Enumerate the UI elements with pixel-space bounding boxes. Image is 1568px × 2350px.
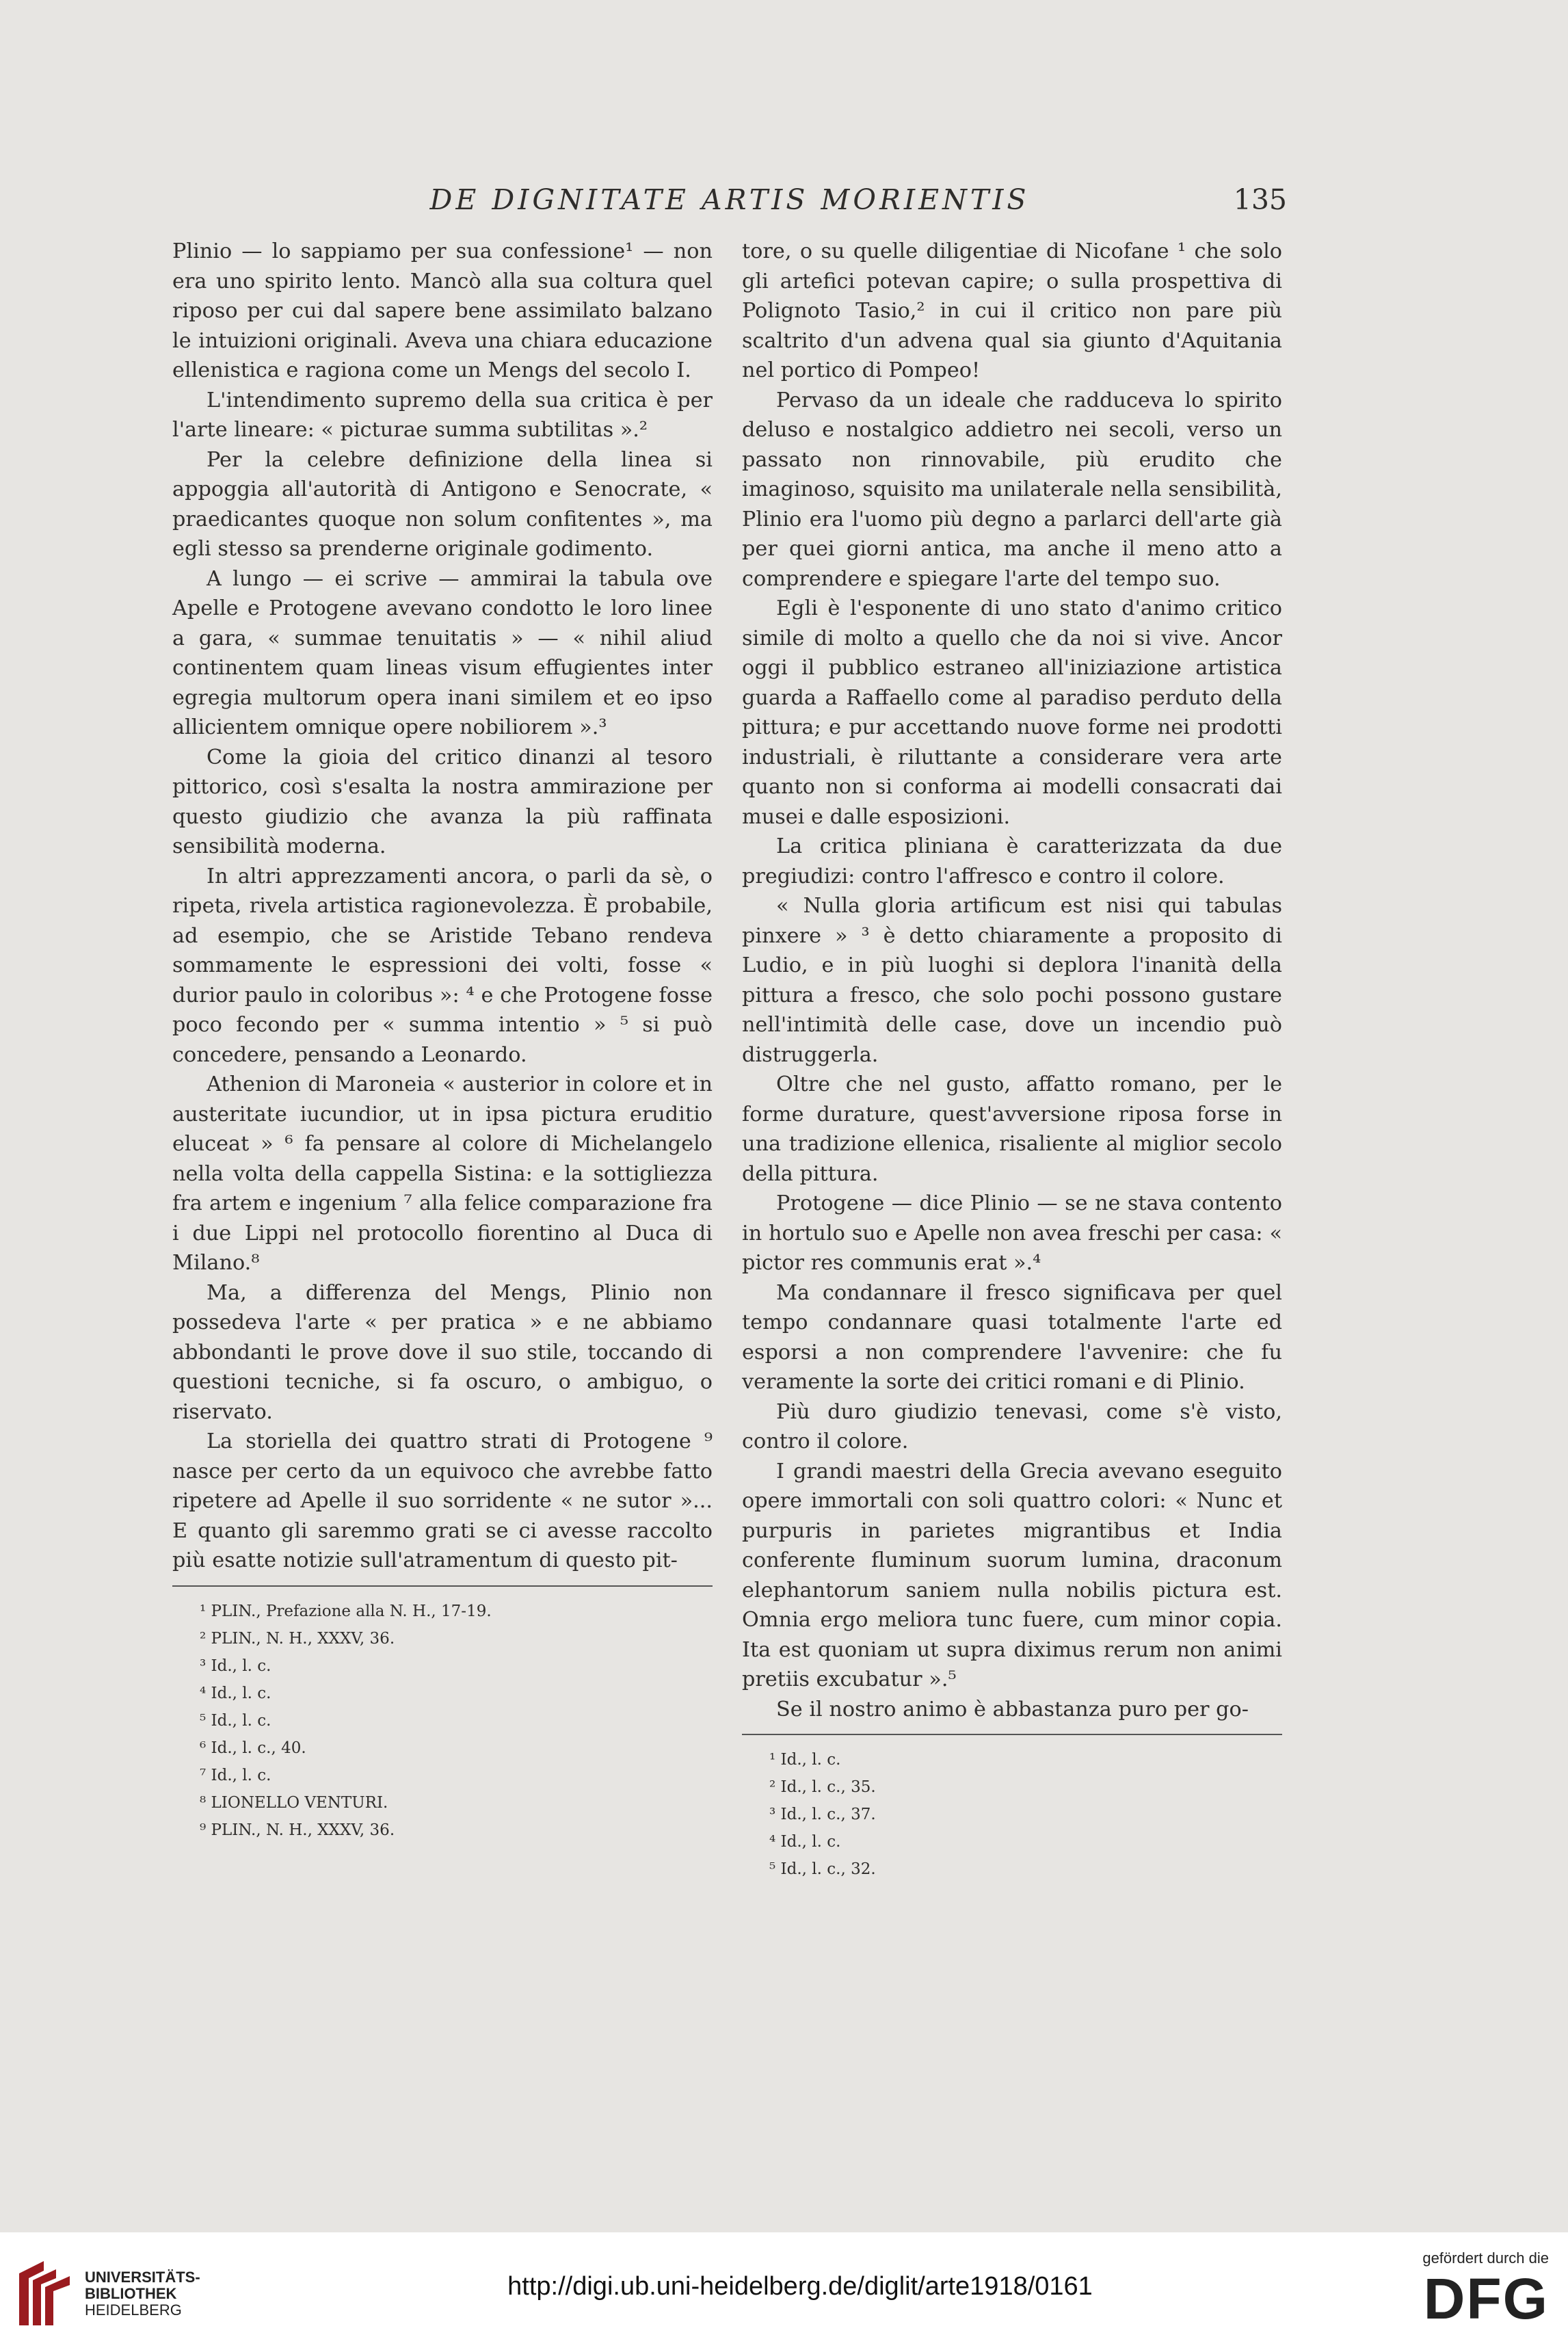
footnote: ⁵ Id., l. c.: [200, 1711, 271, 1730]
paragraph: Protogene — dice Plinio — se ne stava contento in hortulo suo e Apelle non avea freschi per casa: « pictor res communis erat ».⁴: [742, 1191, 1282, 1275]
library-name: [85, 2269, 200, 2319]
paragraph: Ma condannare il fresco significava per quel tempo condannare quasi totalmente l'arte ed esporsi a non comprendere l'avvenire: che fu veramente la sorte dei critici romani e di Plinio.: [742, 1280, 1282, 1394]
right-column: [742, 237, 1282, 1883]
paragraph: La storiella dei quattro strati di Protogene ⁹ nasce per certo da un equivoco che avrebbe fatto ripetere ad Apelle il suo sorridente « ne sutor »... E quanto gli saremmo grati se ci avesse raccolto più esatte notizie sull'atramentum di questo pit-: [172, 1429, 713, 1572]
paragraph: « Nulla gloria artificum est nisi qui tabulas pinxere » ³ è detto chiaramente a proposito di Ludio, e in più luoghi si deplora l'inanità della pittura a fresco, che solo pochi possono gustare nell'intimità delle case, dove un incendio può distruggerla.: [742, 894, 1282, 1067]
paragraph: Se il nostro animo è abbastanza puro per go-: [776, 1697, 1249, 1721]
footnotes-right: [742, 1746, 1282, 1883]
running-title: DE DIGNITATE ARTIS MORIENTIS: [429, 183, 1030, 216]
paragraph: Oltre che nel gusto, affatto romano, per le forme durature, quest'avversione riposa forse in una tradizione ellenica, risaliente al miglior secolo della pittura.: [742, 1072, 1282, 1186]
paragraph: A lungo — ei scrive — ammirai la tabula ove Apelle e Protogene avevano condotto le loro linee a gara, « summae tenuitatis » — « nihil aliud continentem quam lineas visum effugientes inter egregia multorum opera inani similem et eo ipso allicientem omnique opere nobiliorem ».³: [172, 566, 713, 739]
paragraph: Ma, a differenza del Mengs, Plinio non possedeva l'arte « per pratica » e ne abbiamo abbondanti le prove dove il suo stile, toccando di questioni tecniche, si fa oscuro, o ambiguo, o riservato.: [172, 1280, 713, 1424]
footnote: ⁴ Id., l. c.: [200, 1684, 271, 1702]
paragraph: Per la celebre definizione della linea si appoggia all'autorità di Antigono e Senocrate, « praedicantes quoque non solum confitentes », ma egli stesso sa prenderne originale godimento.: [172, 447, 713, 561]
footnotes-left: [172, 1598, 713, 1844]
library-line: UNIVERSITÄTS-: [85, 2269, 200, 2286]
library-line: HEIDELBERG: [85, 2301, 182, 2319]
paragraph: I grandi maestri della Grecia avevano eseguito opere immortali con soli quattro colori: « Nunc et purpuris in parietes migrantibus et India conferente fluminum suorum lumina, draconum elephantorum saniem nulla nobilis pictura est. Omnia ergo meliora tunc fuere, cum minor copia. Ita est quoniam ut supra diximus rerum non animi pretiis excubatur ».⁵: [742, 1459, 1282, 1691]
footnote-rule: [742, 1734, 1282, 1735]
page-number: 135: [1233, 183, 1287, 216]
paragraph: Come la gioia del critico dinanzi al tesoro pittorico, così s'esalta la nostra ammirazione per questo giudizio che avanza la più raffinata sensibilità moderna.: [172, 745, 713, 858]
footnote: ⁵ Id., l. c., 32.: [769, 1860, 876, 1878]
paragraph: Egli è l'esponente di uno stato d'animo critico simile di molto a quello che da noi si vive. Ancor oggi il pubblico estraneo all'iniziazione artistica guarda a Raffaello come al paradiso perduto della pittura; e pur accettando nuove forme nei prodotti industriali, è riluttante a considerare vera arte quanto non si conforma ai modelli consacrati dai musei e dalle esposizioni.: [742, 596, 1282, 829]
paragraph: La critica pliniana è caratterizzata da due pregiudizi: contro l'affresco e contro il colore.: [742, 834, 1282, 888]
paragraph: In altri apprezzamenti ancora, o parli da sè, o ripeta, rivela artistica ragionevolezza. È probabile, ad esempio, che se Aristide Tebano rendeva sommamente le espressioni dei volti, fosse « durior paulo in coloribus »: ⁴ e che Protogene fosse poco fecondo per « summa intentio » ⁵ si può concedere, pensando a Leonardo.: [172, 864, 713, 1067]
paragraph: tore, o su quelle diligentiae di Nicofane ¹ che solo gli artefici potevan capire; o sulla prospettiva di Polignoto Tasio,² in cui il critico non pare più scaltrito d'un advena qual sia giunto d'Aquitania nel portico di Pompeo!: [742, 239, 1282, 382]
footnote: ² PLIN., N. H., XXXV, 36.: [200, 1629, 395, 1648]
source-url-link[interactable]: http://digi.ub.uni-heidelberg.de/diglit/arte1918/0161: [507, 2272, 1093, 2301]
footnote: ⁷ Id., l. c.: [200, 1766, 271, 1784]
library-line: BIBLIOTHEK: [85, 2285, 177, 2302]
left-column: [172, 237, 713, 1844]
footnote: ³ Id., l. c., 37.: [769, 1806, 876, 1823]
footnote-rule: [172, 1585, 713, 1587]
footnote: ⁶ Id., l. c., 40.: [200, 1739, 306, 1757]
footnote: ⁸ LIONELLO VENTURI.: [200, 1793, 388, 1812]
paragraph: Pervaso da un ideale che radduceva lo spirito deluso e nostalgico addietro nei secoli, verso un passato non rinnovabile, più erudito che imaginoso, squisito ma unilaterale nella sensibilità, Plinio era l'uomo più degno a parlarci dell'arte già per quei giorni antica, ma anche il meno atto a comprendere e spiegare l'arte del tempo suo.: [742, 388, 1282, 591]
sponsor-logo: [1398, 2249, 1549, 2338]
footnote: ¹ Id., l. c.: [769, 1751, 841, 1769]
library-logo: [16, 2260, 235, 2328]
footnote: ⁹ PLIN., N. H., XXXV, 36.: [200, 1821, 395, 1839]
paragraph: Più duro giudizio tenevasi, come s'è visto, contro il colore.: [742, 1399, 1282, 1453]
viewer-footer: [0, 2232, 1568, 2350]
footnote: ³ Id., l. c.: [200, 1656, 271, 1675]
paragraph: L'intendimento supremo della sua critica è per l'arte lineare: « picturae summa subtilitas ».²: [172, 388, 713, 442]
footnote: ⁴ Id., l. c.: [769, 1833, 841, 1851]
page-header: [172, 179, 1287, 220]
dfg-logo: DFG: [1423, 2267, 1549, 2331]
paragraph: Plinio — lo sappiamo per sua confessione¹ — non era uno spirito lento. Mancò alla sua coltura quel riposo per cui dal sapere bene assimilato balzano le intuizioni originali. Aveva una chiara educazione ellenistica e ragiona come un Mengs del secolo I.: [172, 239, 713, 382]
footnote: ² Id., l. c., 35.: [769, 1778, 876, 1796]
library-logo-icon: [16, 2260, 74, 2328]
footnote: ¹ PLIN., Prefazione alla N. H., 17-19.: [200, 1602, 492, 1620]
sponsor-text: gefördert durch die: [1422, 2249, 1549, 2267]
paragraph: Athenion di Maroneia « austerior in colore et in austeritate iucundior, ut in ipsa pictura eruditio eluceat » ⁶ fa pensare al colore di Michelangelo nella volta della cappella Sistina: e la sottigliezza fra artem e ingenium ⁷ alla felice comparazione fra i due Lippi nel protocollo fiorentino al Duca di Milano.⁸: [172, 1072, 713, 1275]
